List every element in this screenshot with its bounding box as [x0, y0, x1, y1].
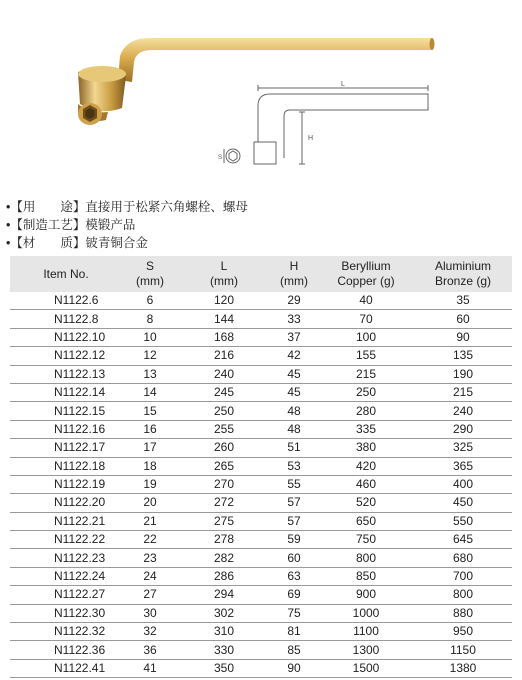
cell-aluminium-bronze: 35 [414, 292, 512, 310]
cell-beryllium-copper: 900 [318, 586, 414, 604]
cell-aluminium-bronze: 365 [414, 457, 512, 475]
cell-l: 272 [178, 494, 270, 512]
cell-l: 270 [178, 475, 270, 493]
cell-item-no: N1122.6 [10, 292, 122, 310]
cell-s: 15 [122, 402, 178, 420]
cell-s: 41 [122, 659, 178, 677]
cell-aluminium-bronze: 450 [414, 494, 512, 512]
cell-beryllium-copper: 250 [318, 383, 414, 401]
cell-beryllium-copper: 1000 [318, 604, 414, 622]
cell-h: 53 [270, 457, 318, 475]
cell-aluminium-bronze: 950 [414, 623, 512, 641]
cell-h: 42 [270, 347, 318, 365]
cell-l: 245 [178, 383, 270, 401]
cell-beryllium-copper: 70 [318, 310, 414, 328]
cell-beryllium-copper: 100 [318, 328, 414, 346]
cell-beryllium-copper: 650 [318, 512, 414, 530]
cell-s: 12 [122, 347, 178, 365]
header-beryllium-copper: Beryllium Copper (g) [318, 256, 414, 292]
cell-h: 60 [270, 549, 318, 567]
cell-beryllium-copper: 155 [318, 347, 414, 365]
table-row [10, 604, 512, 622]
cell-beryllium-copper: 40 [318, 292, 414, 310]
cell-item-no: N1122.10 [10, 328, 122, 346]
table-row [10, 439, 512, 457]
spec-label: 【用 途】 [10, 200, 86, 214]
cell-h: 57 [270, 494, 318, 512]
cell-aluminium-bronze: 240 [414, 402, 512, 420]
spec-label: 【材 质】 [10, 236, 86, 250]
header-s: S (mm) [122, 256, 178, 292]
cell-l: 330 [178, 641, 270, 659]
spec-text: 直接用于松紧六角螺栓、螺母 [85, 200, 248, 214]
cell-aluminium-bronze: 290 [414, 420, 512, 438]
cell-item-no: N1122.21 [10, 512, 122, 530]
dim-S-label: S [218, 155, 223, 161]
cell-beryllium-copper: 750 [318, 531, 414, 549]
cell-aluminium-bronze: 1380 [414, 659, 512, 677]
cell-item-no: N1122.32 [10, 623, 122, 641]
dim-H-label: H [308, 135, 314, 142]
header-l: L (mm) [178, 256, 270, 292]
cell-aluminium-bronze: 325 [414, 439, 512, 457]
table-row [10, 641, 512, 659]
cell-h: 48 [270, 402, 318, 420]
cell-aluminium-bronze: 135 [414, 347, 512, 365]
cell-h: 55 [270, 475, 318, 493]
cell-item-no: N1122.17 [10, 439, 122, 457]
cell-h: 81 [270, 623, 318, 641]
cell-item-no: N1122.30 [10, 604, 122, 622]
cell-beryllium-copper: 280 [318, 402, 414, 420]
cell-s: 24 [122, 567, 178, 585]
cell-s: 16 [122, 420, 178, 438]
cell-aluminium-bronze: 550 [414, 512, 512, 530]
cell-l: 144 [178, 310, 270, 328]
cell-beryllium-copper: 420 [318, 457, 414, 475]
cell-h: 45 [270, 383, 318, 401]
cell-item-no: N1122.24 [10, 567, 122, 585]
spec-usage [6, 198, 306, 216]
cell-item-no: N1122.20 [10, 494, 122, 512]
table-row [10, 567, 512, 585]
cell-h: 37 [270, 328, 318, 346]
cell-aluminium-bronze: 800 [414, 586, 512, 604]
cell-beryllium-copper: 215 [318, 365, 414, 383]
cell-item-no: N1122.13 [10, 365, 122, 383]
cell-item-no: N1122.18 [10, 457, 122, 475]
spec-process [6, 216, 306, 234]
table-row [10, 402, 512, 420]
cell-item-no: N1122.22 [10, 531, 122, 549]
cell-item-no: N1122.41 [10, 659, 122, 677]
cell-s: 23 [122, 549, 178, 567]
table-body [10, 292, 512, 678]
spec-label: 【制造工艺】 [10, 218, 86, 232]
cell-l: 120 [178, 292, 270, 310]
cell-item-no: N1122.14 [10, 383, 122, 401]
cell-s: 10 [122, 328, 178, 346]
cell-aluminium-bronze: 680 [414, 549, 512, 567]
header-aluminium-bronze: Aluminium Bronze (g) [414, 256, 512, 292]
cell-h: 51 [270, 439, 318, 457]
cell-aluminium-bronze: 190 [414, 365, 512, 383]
cell-beryllium-copper: 1100 [318, 623, 414, 641]
cell-s: 17 [122, 439, 178, 457]
cell-aluminium-bronze: 400 [414, 475, 512, 493]
cell-beryllium-copper: 800 [318, 549, 414, 567]
cell-s: 8 [122, 310, 178, 328]
header-item-no: Item No. [10, 256, 122, 292]
cell-l: 216 [178, 347, 270, 365]
cell-beryllium-copper: 1500 [318, 659, 414, 677]
cell-item-no: N1122.8 [10, 310, 122, 328]
cell-s: 13 [122, 365, 178, 383]
cell-h: 75 [270, 604, 318, 622]
header-h: H (mm) [270, 256, 318, 292]
spec-material [6, 234, 306, 252]
cell-l: 168 [178, 328, 270, 346]
cell-beryllium-copper: 520 [318, 494, 414, 512]
cell-item-no: N1122.23 [10, 549, 122, 567]
table-row [10, 475, 512, 493]
table-row [10, 365, 512, 383]
cell-aluminium-bronze: 1150 [414, 641, 512, 659]
cell-h: 29 [270, 292, 318, 310]
bullet-icon: • [6, 200, 11, 214]
cell-s: 32 [122, 623, 178, 641]
bullet-icon: • [6, 236, 11, 250]
cell-item-no: N1122.36 [10, 641, 122, 659]
table-row [10, 512, 512, 530]
cell-beryllium-copper: 380 [318, 439, 414, 457]
cell-item-no: N1122.12 [10, 347, 122, 365]
cell-s: 36 [122, 641, 178, 659]
cell-aluminium-bronze: 60 [414, 310, 512, 328]
cell-l: 282 [178, 549, 270, 567]
cell-s: 20 [122, 494, 178, 512]
cell-l: 275 [178, 512, 270, 530]
cell-h: 33 [270, 310, 318, 328]
cell-l: 302 [178, 604, 270, 622]
cell-s: 21 [122, 512, 178, 530]
cell-h: 45 [270, 365, 318, 383]
cell-l: 350 [178, 659, 270, 677]
table-row [10, 347, 512, 365]
spec-text: 模锻产品 [85, 218, 136, 232]
technical-drawing [200, 76, 440, 176]
cell-s: 27 [122, 586, 178, 604]
cell-item-no: N1122.15 [10, 402, 122, 420]
cell-item-no: N1122.27 [10, 586, 122, 604]
table-row [10, 292, 512, 310]
table-row [10, 420, 512, 438]
spec-table [10, 256, 512, 678]
cell-l: 250 [178, 402, 270, 420]
cell-l: 294 [178, 586, 270, 604]
cell-l: 278 [178, 531, 270, 549]
cell-l: 255 [178, 420, 270, 438]
table-row [10, 623, 512, 641]
table-row [10, 586, 512, 604]
cell-h: 48 [270, 420, 318, 438]
cell-beryllium-copper: 460 [318, 475, 414, 493]
cell-l: 265 [178, 457, 270, 475]
cell-item-no: N1122.16 [10, 420, 122, 438]
cell-s: 22 [122, 531, 178, 549]
table-row [10, 310, 512, 328]
dim-L-label: L [341, 81, 345, 88]
cell-h: 90 [270, 659, 318, 677]
cell-beryllium-copper: 1300 [318, 641, 414, 659]
cell-h: 63 [270, 567, 318, 585]
cell-item-no: N1122.19 [10, 475, 122, 493]
cell-s: 6 [122, 292, 178, 310]
cell-s: 14 [122, 383, 178, 401]
cell-aluminium-bronze: 215 [414, 383, 512, 401]
cell-aluminium-bronze: 880 [414, 604, 512, 622]
cell-aluminium-bronze: 90 [414, 328, 512, 346]
cell-beryllium-copper: 335 [318, 420, 414, 438]
cell-aluminium-bronze: 645 [414, 531, 512, 549]
table-row [10, 328, 512, 346]
cell-l: 260 [178, 439, 270, 457]
cell-h: 69 [270, 586, 318, 604]
table-header-row [10, 256, 512, 292]
cell-h: 57 [270, 512, 318, 530]
table-row [10, 531, 512, 549]
cell-aluminium-bronze: 700 [414, 567, 512, 585]
cell-s: 19 [122, 475, 178, 493]
cell-h: 59 [270, 531, 318, 549]
cell-s: 30 [122, 604, 178, 622]
spec-text: 铍青铜合金 [85, 236, 148, 250]
spec-list [6, 198, 306, 252]
table-row [10, 457, 512, 475]
cell-beryllium-copper: 850 [318, 567, 414, 585]
cell-l: 286 [178, 567, 270, 585]
cell-l: 240 [178, 365, 270, 383]
table-row [10, 659, 512, 677]
bullet-icon: • [6, 218, 11, 232]
table-row [10, 549, 512, 567]
table-row [10, 383, 512, 401]
cell-s: 18 [122, 457, 178, 475]
cell-h: 85 [270, 641, 318, 659]
table-row [10, 494, 512, 512]
cell-l: 310 [178, 623, 270, 641]
